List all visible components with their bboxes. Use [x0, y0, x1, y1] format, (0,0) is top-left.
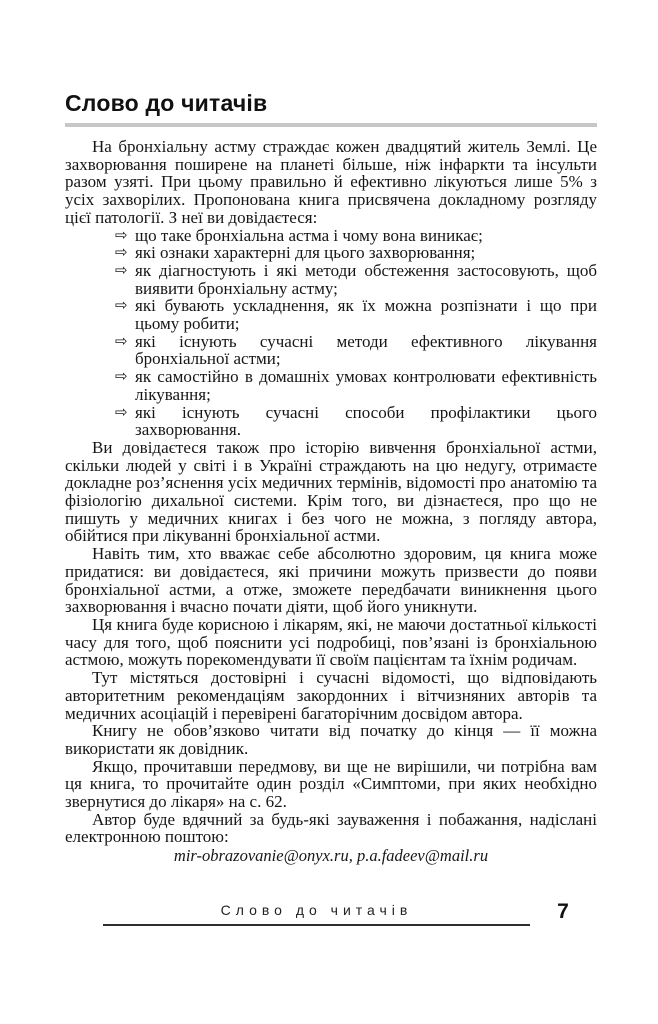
- topics-list: [65, 227, 597, 439]
- paragraph: Книгу не обов’язково читати від початку до кінця — її можна використати як довідник.: [65, 721, 597, 758]
- paragraph: Ви довідаєтеся також про історію вивчення бронхіальної астми, скільки людей у світі і в Україні страждають на цю недугу, отримаєте докладне роз’яснення усіх медичних термінів, відомості про анатомію та фізіологію дихальної системи. Крім того, ви дізнаєтеся, про що не пишуть у медичних книгах і без чого не можна, з погляду автора, обійтися при лікуванні бронхіальної астми.: [65, 437, 597, 546]
- arrow-bullet-icon: ⇨: [115, 260, 128, 279]
- paragraph: Тут містяться достовірні і сучасні відомості, що відповідають авторитетним рекомендаціям закордонних і вітчизняних авторів та медичних асоціацій і перевірені багаторічним досвідом автора.: [65, 668, 597, 723]
- list-item: [65, 404, 597, 439]
- list-item: [65, 368, 597, 403]
- list-item: [65, 333, 597, 368]
- arrow-bullet-icon: ⇨: [115, 367, 128, 386]
- intro-paragraph: На бронхіальну астму страждає кожен двадцятий житель Землі. Це захворювання поширене на планеті більше, ніж інфаркти та інсульти разом узяті. При цьому правильно й ефективно лікуються лише 5% з усіх захворілих. Пропонована книга присвячена докладному розгляду цієї патології. З неї ви довідаєтеся:: [65, 137, 597, 227]
- list-item-text: як діагностують і які методи обстеження застосовують, щоб виявити бронхіальну астму;: [135, 260, 597, 298]
- list-item: [65, 297, 597, 332]
- list-item: [65, 227, 597, 245]
- arrow-bullet-icon: ⇨: [115, 225, 128, 244]
- paragraph: Навіть тим, хто вважає себе абсолютно здоровим, ця книга може придатися: ви довідаєтеся, які причини можуть призвести до появи бронхіальної астми, а отже, зможете передбачати виникнення цього захворювання і вчасно почати діяти, щоб його уникнути.: [65, 544, 597, 617]
- list-item-text: які бувають ускладнення, як їх можна розпізнати і що при цьому робити;: [135, 296, 597, 334]
- page-title: Слово до читачів: [65, 90, 268, 116]
- paragraph: Автор буде вдячний за будь-які зауваження і побажання, надіслані електронною поштою:: [65, 809, 597, 847]
- list-item-text: що таке бронхіальна астма і чому вона виникає;: [135, 225, 483, 245]
- list-item: [65, 244, 597, 262]
- email-addresses: mir-obrazovanie@onyx.ru, p.a.fadeev@mail.ru: [173, 846, 489, 866]
- running-title: Слово до читачів: [220, 902, 413, 918]
- page-number: 7: [557, 900, 569, 923]
- list-item-text: як самостійно в домашніх умовах контролювати ефективність лікування;: [135, 367, 597, 404]
- heading-rule: [65, 123, 597, 127]
- body-text: [65, 138, 597, 865]
- page-footer: [103, 902, 588, 926]
- list-item-text: які ознаки характерні для цього захворювання;: [135, 243, 476, 263]
- paragraph: Якщо, прочитавши передмову, ви ще не вирішили, чи потрібна вам ця книга, то прочитайте один розділ «Симптоми, при яких необхідно звернутися до лікаря» на с. 62.: [65, 756, 597, 812]
- arrow-bullet-icon: ⇨: [115, 331, 128, 350]
- list-item-text: які існують сучасні методи ефективного лікування бронхіальної астми;: [135, 331, 597, 369]
- paragraph: Ця книга буде корисною і лікарям, які, не маючи достатньої кількості часу для того, щоб пояснити усі подробиці, пов’язані із бронхіальною астмою, можуть порекомендувати її своїм пацієнтам та їхнім родичам.: [65, 614, 597, 670]
- list-item-text: які існують сучасні способи профілактики цього захворювання.: [135, 402, 597, 440]
- arrow-bullet-icon: ⇨: [115, 402, 128, 421]
- list-item: [65, 262, 597, 297]
- arrow-bullet-icon: ⇨: [115, 296, 128, 315]
- running-title-rule: [103, 902, 530, 926]
- arrow-bullet-icon: ⇨: [115, 243, 128, 262]
- page-content: [65, 90, 597, 865]
